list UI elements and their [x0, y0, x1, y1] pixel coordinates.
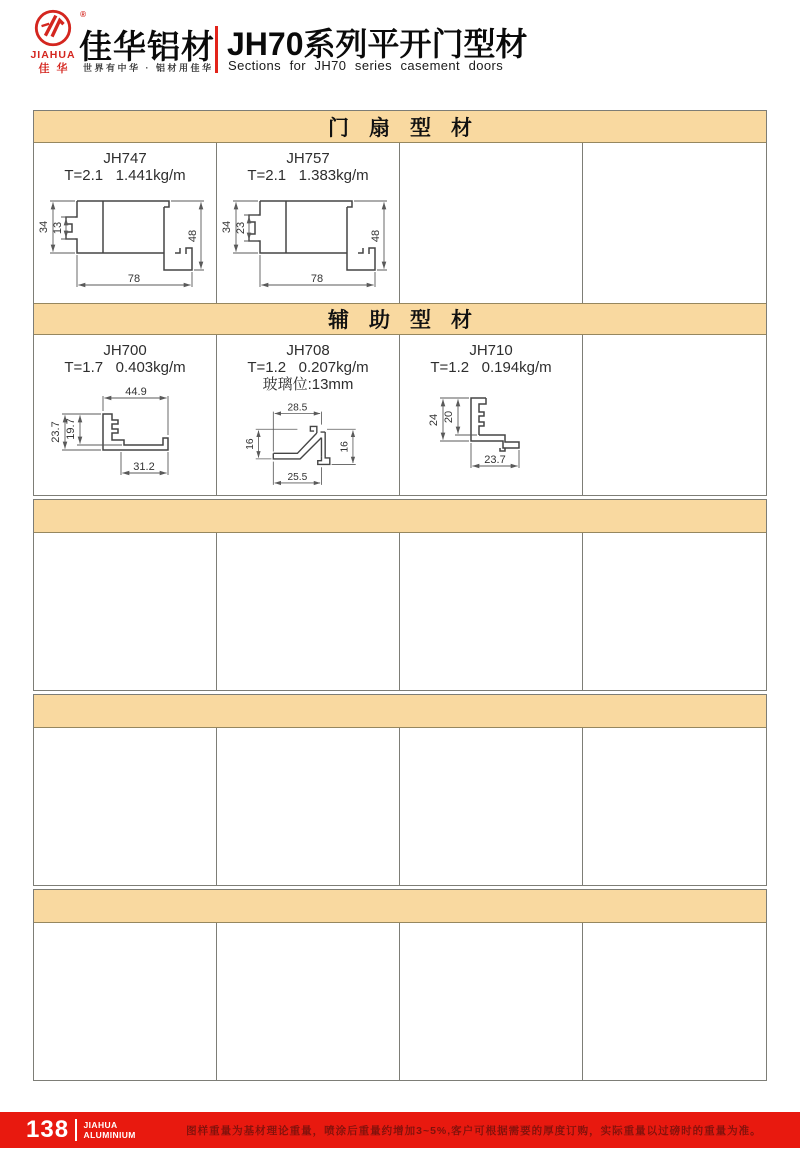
- profile-spec: T=2.1 1.441kg/m: [64, 167, 186, 184]
- jh747-dim-bottom: 78: [127, 273, 141, 285]
- row-empty: [34, 923, 766, 1080]
- logo-emblem-icon: [32, 8, 74, 50]
- jh757-dim-left-inner: 23: [235, 221, 247, 235]
- row-auxiliary: [34, 335, 766, 495]
- header-divider: [215, 26, 218, 73]
- empty-cell: [217, 923, 400, 1080]
- jh708-profile-outline: [273, 426, 329, 464]
- band-empty: [34, 500, 766, 533]
- empty-cell: [217, 533, 400, 690]
- jh757-dim-right: 48: [370, 229, 382, 243]
- section-empty-3: [33, 889, 767, 1081]
- jh700-dim-bottom: 31.2: [133, 461, 155, 473]
- jh708-dim-bottom: 25.5: [286, 472, 307, 484]
- empty-cell: [583, 143, 766, 303]
- company-name: 佳华铝材: [79, 28, 215, 65]
- jh700-dim-top: 44.9: [125, 386, 147, 398]
- logo-brand-cn: 佳华: [38, 62, 75, 75]
- jh708-dimensions: [244, 403, 355, 485]
- jh757-dim-bottom: 78: [310, 273, 324, 285]
- profile-code: JH700: [103, 342, 147, 359]
- jh757-profile-outline: [249, 201, 375, 270]
- section-main: [33, 110, 767, 496]
- jh708-drawing: [225, 395, 392, 495]
- logo-brand-en: JIAHUA: [30, 49, 76, 61]
- empty-cell: [583, 728, 766, 885]
- section-empty-2: [33, 694, 767, 886]
- profile-cell-jh710: [400, 335, 583, 495]
- page-number: 138: [26, 1116, 70, 1143]
- registered-mark: ®: [80, 10, 86, 19]
- page-footer: [0, 1112, 800, 1148]
- page-header: [0, 0, 800, 100]
- empty-cell: [583, 533, 766, 690]
- band-door-sash: 门扇型材: [34, 111, 766, 143]
- jh710-drawing: [401, 378, 581, 486]
- empty-cell: [583, 335, 766, 495]
- band-auxiliary: 辅助型材: [34, 303, 766, 335]
- jh700-dim-left-inner: 19.7: [65, 418, 77, 440]
- jh757-dim-left-outer: 34: [221, 220, 233, 234]
- jh747-dim-left-outer: 34: [38, 220, 50, 234]
- jh710-dimensions: [428, 398, 519, 468]
- jh700-dim-left-outer: 23.7: [50, 421, 62, 443]
- row-empty: [34, 533, 766, 690]
- series-subtitle: Sections for JH70 series casement doors: [228, 58, 504, 73]
- profile-spec: T=1.7 0.403kg/m: [64, 359, 186, 376]
- jh747-drawing: [35, 186, 215, 298]
- profile-spec: T=1.2 0.194kg/m: [430, 359, 552, 376]
- profile-spec: T=1.2 0.207kg/m: [247, 359, 369, 376]
- jh710-dim-bottom: 23.7: [484, 454, 506, 466]
- row-empty: [34, 728, 766, 885]
- section-empty-1: [33, 499, 767, 691]
- footer-divider: [75, 1119, 77, 1141]
- empty-cell: [400, 728, 583, 885]
- empty-cell: [34, 728, 217, 885]
- jh747-dimensions: [38, 201, 204, 287]
- band-empty: [34, 890, 766, 923]
- profile-cell-jh747: [34, 143, 217, 303]
- profile-table: [33, 110, 767, 1081]
- row-door-sash: [34, 143, 766, 303]
- empty-cell: [400, 533, 583, 690]
- footer-brand: [84, 1120, 136, 1140]
- profile-cell-jh708: [217, 335, 400, 495]
- empty-cell: [400, 923, 583, 1080]
- jh710-dim-left-outer: 24: [428, 413, 440, 427]
- footer-note: 图样重量为基材理论重量，喷涂后重量约增加3~5%,客户可根据需要的厚度订购，实际重量以过磅时的重量为准。: [186, 1124, 762, 1137]
- profile-code: JH747: [103, 150, 147, 167]
- profile-code: JH757: [286, 150, 330, 167]
- empty-cell: [34, 923, 217, 1080]
- jh700-drawing: [35, 378, 215, 486]
- jh710-profile-outline: [471, 398, 519, 451]
- empty-cell: [583, 923, 766, 1080]
- footer-brand-line2: ALUMINIUM: [83, 1130, 136, 1140]
- jh747-dim-left-inner: 13: [52, 221, 64, 235]
- jh747-profile-outline: [66, 201, 192, 270]
- jh710-dim-left-inner: 20: [443, 410, 455, 424]
- profile-cell-jh700: [34, 335, 217, 495]
- jh747-dim-right: 48: [187, 229, 199, 243]
- jh700-dimensions: [50, 386, 168, 475]
- jh708-dim-left: 16: [244, 438, 256, 450]
- jh708-dim-top: 28.5: [286, 402, 307, 414]
- profile-code: JH708: [286, 342, 330, 359]
- band-empty: [34, 695, 766, 728]
- jh757-dimensions: [221, 201, 387, 287]
- profile-spec: T=2.1 1.383kg/m: [247, 167, 369, 184]
- profile-code: JH710: [469, 342, 513, 359]
- jh708-dim-right: 16: [338, 441, 350, 453]
- footer-brand-line1: JIAHUA: [83, 1119, 118, 1130]
- series-title: JH70系列平开门型材: [227, 26, 528, 62]
- jh757-drawing: [218, 186, 398, 298]
- empty-cell: [400, 143, 583, 303]
- profile-glass-note: 玻璃位:13mm: [262, 376, 354, 393]
- company-slogan: 世界有中华 · 铝材用佳华: [83, 63, 214, 73]
- profile-cell-jh757: [217, 143, 400, 303]
- empty-cell: [34, 533, 217, 690]
- empty-cell: [217, 728, 400, 885]
